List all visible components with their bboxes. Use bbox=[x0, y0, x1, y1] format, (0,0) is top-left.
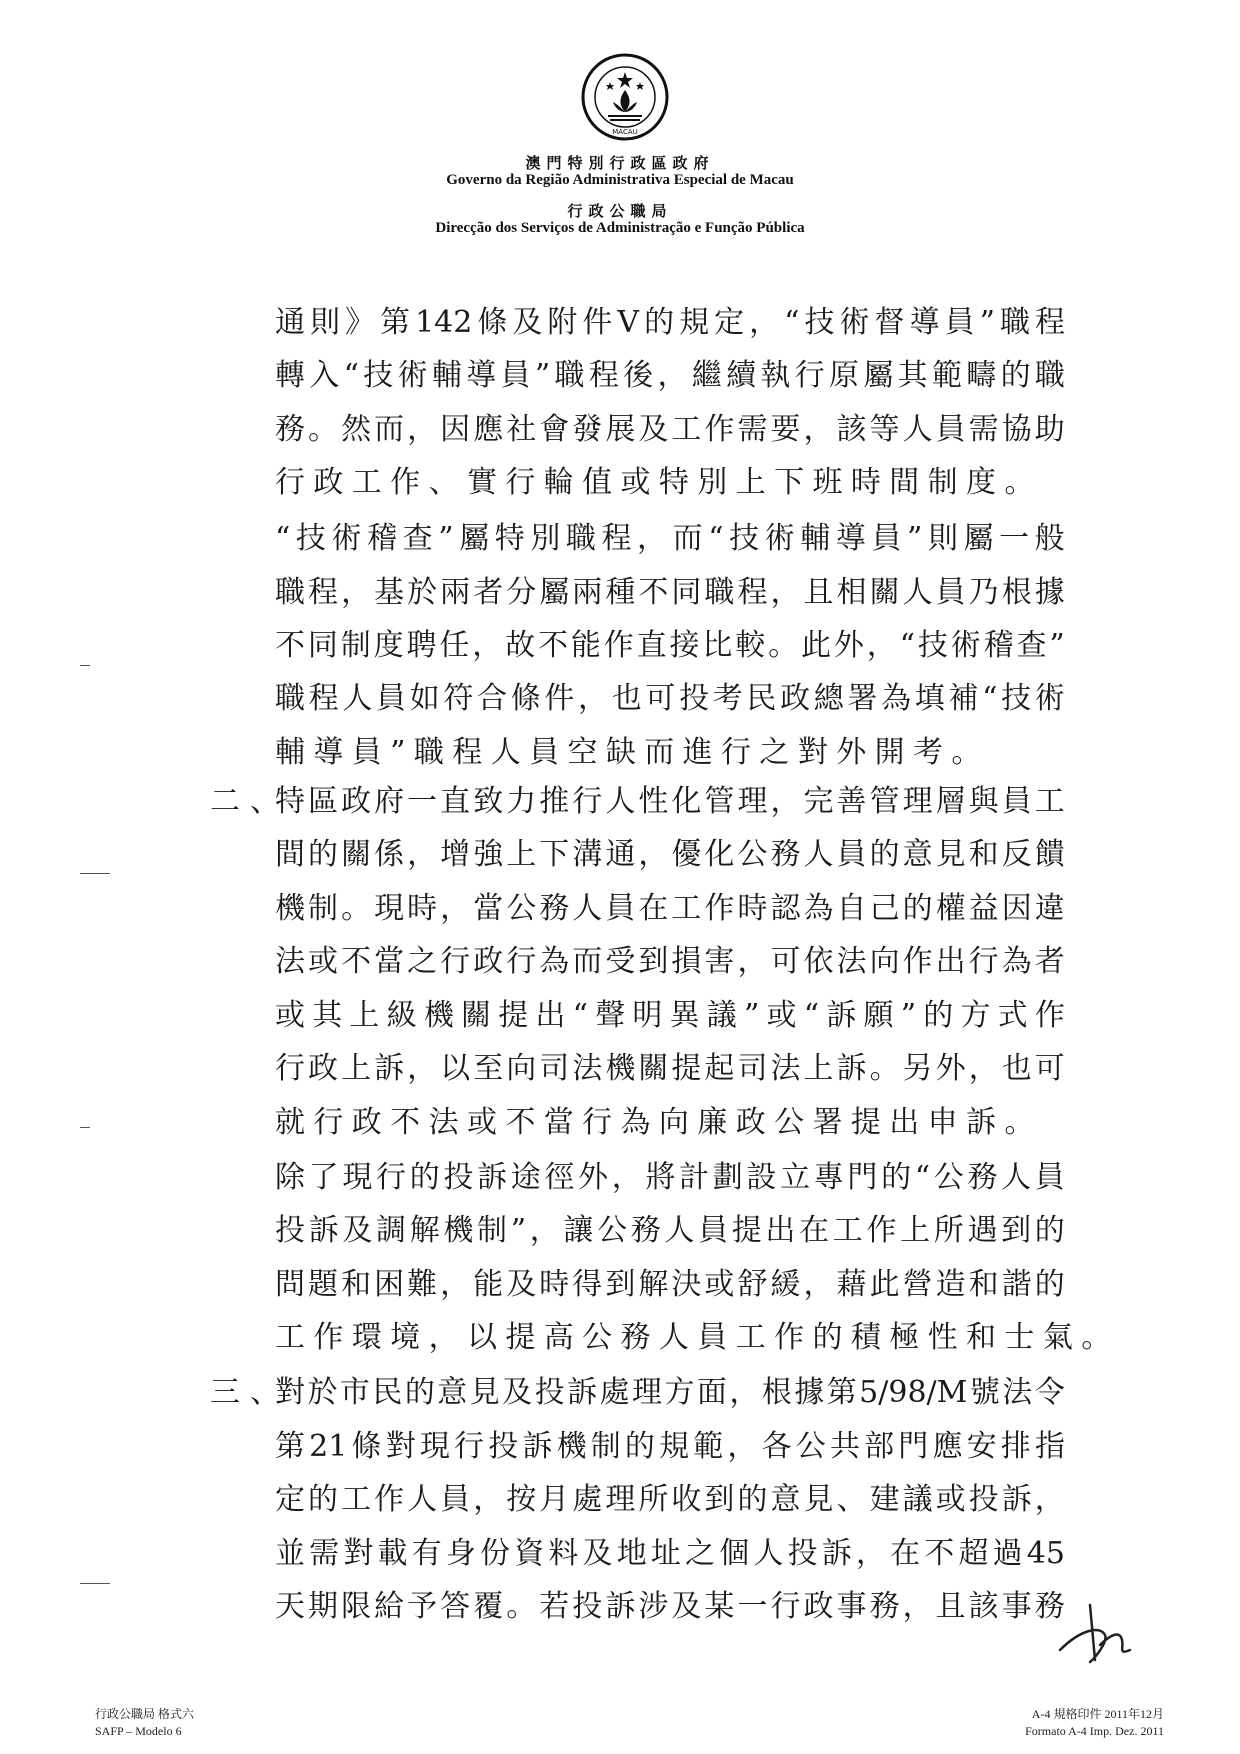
body-line: 轉 入 “ 技 術 輔 導 員 ” 職 程 後 ， 繼 續 執 行 原 屬 其 範 疇 的 職 bbox=[275, 358, 1065, 393]
government-name-pt: Governo da Região Administrativa Especial de Macau bbox=[446, 172, 794, 188]
body-line: 天 期 限 給 予 答 覆 。 若 投 訴 涉 及 某 一 行 政 事 務 ， 且 該 事 務 bbox=[275, 1589, 1065, 1624]
body-line: 不 同 制 度 聘 任 ， 故 不 能 作 直 接 比 較 。 此 外 ， “ 技 術 稽 查 ” bbox=[275, 628, 1065, 663]
body-line: 並 需 對 載 有 身 份 資 料 及 地 址 之 個 人 投 訴 ， 在 不 超 過 45 bbox=[275, 1535, 1065, 1571]
footer-left-line2: SAFP – Modelo 6 bbox=[95, 1724, 182, 1738]
emblem-text: MACAU bbox=[612, 128, 638, 136]
body-line: 定 的 工 作 人 員 ， 按 月 處 理 所 收 到 的 意 見 、 建 議 或 投 訴 ， bbox=[275, 1482, 1065, 1517]
body-line: “ 技 術 稽 查 ” 屬 特 別 職 程 ， 而 “ 技 術 輔 導 員 ” 則 屬 一 般 bbox=[275, 521, 1065, 556]
body-line: 職 程 ， 基 於 兩 者 分 屬 兩 種 不 同 職 程 ， 且 相 關 人 員 乃 根 據 bbox=[275, 575, 1065, 610]
footer-left-line1: 行政公職局 格式六 bbox=[95, 1707, 195, 1721]
body-line: 投 訴 及 調 解 機 制 ” ， 讓 公 務 人 員 提 出 在 工 作 上 所 遇 到 的 bbox=[275, 1213, 1065, 1248]
body-line: 間 的 關 係 ， 增 強 上 下 溝 通 ， 優 化 公 務 人 員 的 意 見 和 反 饋 bbox=[275, 837, 1065, 872]
body-line: 行 政 工 作 、 實 行 輪 值 或 特 別 上 下 班 時 間 制 度 。 bbox=[275, 465, 1035, 500]
footer-left bbox=[95, 1706, 194, 1740]
body-line: 機 制 。 現 時 ， 當 公 務 人 員 在 工 作 時 認 為 自 己 的 權 益 因 違 bbox=[275, 891, 1065, 926]
footer-right-line2: Formato A-4 Imp. Dez. 2011 bbox=[1025, 1724, 1164, 1738]
body-line: 或 其 上 級 機 關 提 出 “ 聲 明 異 議 ” 或 “ 訴 願 ” 的 方 式 作 bbox=[275, 998, 1065, 1033]
body-line: 行 政 上 訴 ， 以 至 向 司 法 機 關 提 起 司 法 上 訴 。 另 外 ， 也 可 bbox=[275, 1051, 1065, 1086]
footer-right bbox=[1025, 1706, 1164, 1740]
body-line: 工 作 環 境 ， 以 提 高 公 務 人 員 工 作 的 積 極 性 和 士 氣 。 bbox=[275, 1320, 1112, 1355]
paragraph-number-3: 三 、 bbox=[210, 1375, 280, 1410]
department-name-pt: Direcção dos Serviços de Administração e Função Pública bbox=[435, 220, 805, 236]
signature bbox=[1050, 1600, 1150, 1680]
body-line: 第 21 條 對 現 行 投 訴 機 制 的 規 範 ， 各 公 共 部 門 應 安 排 指 bbox=[275, 1428, 1065, 1464]
body-line: 職 程 人 員 如 符 合 條 件 ， 也 可 投 考 民 政 總 署 為 填 補 “ 技 術 bbox=[275, 681, 1065, 716]
footer-right-line1: A-4 規格印件 2011年12月 bbox=[1031, 1707, 1164, 1721]
macau-emblem bbox=[580, 52, 670, 142]
margin-tick bbox=[80, 1127, 90, 1128]
body-line: 就 行 政 不 法 或 不 當 行 為 向 廉 政 公 署 提 出 申 訴 。 bbox=[275, 1105, 1035, 1140]
government-name-zh: 澳門特別行政區政府 bbox=[525, 156, 715, 172]
body-line: 特 區 政 府 一 直 致 力 推 行 人 性 化 管 理 ， 完 善 管 理 層 與 員 工 bbox=[275, 784, 1065, 819]
department-name-zh: 行政公職局 bbox=[567, 204, 673, 220]
body-line: 務 。 然 而 ， 因 應 社 會 發 展 及 工 作 需 要 ， 該 等 人 員 需 協 助 bbox=[275, 412, 1065, 447]
body-line: 法 或 不 當 之 行 政 行 為 而 受 到 損 害 ， 可 依 法 向 作 出 行 為 者 bbox=[275, 944, 1065, 979]
body-line: 問 題 和 困 難 ， 能 及 時 得 到 解 決 或 舒 緩 ， 藉 此 營 造 和 諧 的 bbox=[275, 1267, 1065, 1302]
margin-tick bbox=[80, 1583, 110, 1584]
body-line: 通 則 》 第 142 條 及 附 件 V 的 規 定 ， “ 技 術 督 導 員 ” 職 程 bbox=[275, 305, 1065, 340]
body-line: 輔 導 員 ” 職 程 人 員 空 缺 而 進 行 之 對 外 開 考 。 bbox=[275, 735, 982, 770]
margin-tick bbox=[80, 665, 90, 666]
margin-tick bbox=[80, 873, 110, 874]
body-line: 對 於 市 民 的 意 見 及 投 訴 處 理 方 面 ， 根 據 第 5/98/M 號 法 令 bbox=[275, 1375, 1065, 1410]
body-line: 除 了 現 行 的 投 訴 途 徑 外 ， 將 計 劃 設 立 專 門 的 “ 公 務 人 員 bbox=[275, 1160, 1065, 1195]
paragraph-number-2: 二 、 bbox=[210, 784, 280, 819]
